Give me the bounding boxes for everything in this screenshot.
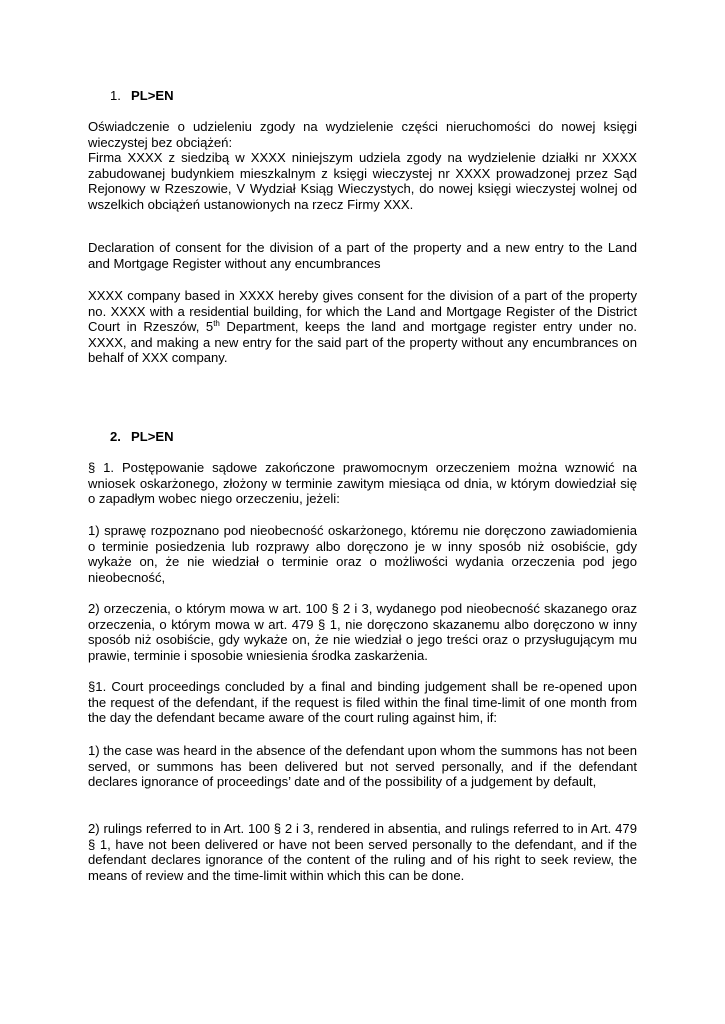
section-1-number: 1. (110, 88, 121, 103)
section-1-english-body-block (88, 288, 637, 366)
section-2-english-paragraph-1: §1. Court proceedings concluded by a final and binding judgement shall be re-opened upon the request of the defendant, if the request is filed within the final time-limit of one month from the day the defendant became aware of the court ruling against him, if: (88, 679, 637, 726)
section-2-polish-paragraph-3-block (88, 601, 637, 663)
section-2-english-paragraph-2: 1) the case was heard in the absence of the defendant upon whom the summons has not been served, or summons has been delivered but not served personally, and if the defendant declares ignorance of proceedings’ date and of the possibility of a judgement by default, (88, 743, 637, 790)
section-1-english-body-superscript: th (213, 319, 220, 329)
section-1-heading (110, 88, 174, 104)
section-2-title: PL>EN (131, 429, 174, 444)
section-1-english-title: Declaration of consent for the division of a part of the property and a new entry to the Land and Mortgage Register without any encumbrances (88, 240, 637, 271)
section-2-english-paragraph-2-block (88, 743, 637, 790)
section-2-english-paragraph-1-block (88, 679, 637, 726)
section-1-english-body-part-1: XXXX company based in XXXX hereby gives consent for the division of a part of the property no. XXXX with a residential building, for which the Land and Mortgage Register of the District Court in Rzeszów, 5 (88, 288, 637, 335)
section-1-english-title-block (88, 240, 637, 271)
section-2-english-paragraph-3-block (88, 821, 637, 883)
section-2-polish-paragraph-2: 1) sprawę rozpoznano pod nieobecność oskarżonego, któremu nie doręczono zawiadomienia o terminie posiedzenia lub rozprawy albo doręczono je w inny sposób niż osobiście, gdy wykaże on, że nie wiedział o terminie oraz o możliwości wydania orzeczenia pod jego nieobecność, (88, 523, 637, 585)
section-2-heading (110, 429, 174, 445)
section-1-title: PL>EN (131, 88, 174, 103)
section-2-polish-paragraph-3: 2) orzeczenia, o którym mowa w art. 100 § 2 i 3, wydanego pod nieobecność skazanego oraz orzeczenia, o którym mowa w art. 479 § 1, nie doręczono skazanemu albo doręczono w inny sposób niż osobiście, gdy wykaże on, że nie wiedział o jego treści oraz o przysługującym mu prawie, terminie i sposobie wniesienia środka zaskarżenia. (88, 601, 637, 663)
section-1-english-body-part-2: Department, keeps the land and mortgage register entry under no. XXXX, and making a new entry for the said part of the property without any encumbrances on behalf of XXX company. (88, 319, 638, 366)
section-2-english-paragraph-3: 2) rulings referred to in Art. 100 § 2 i 3, rendered in absentia, and rulings referred to in Art. 479 § 1, have not been delivered or have not been served personally to the defendant, and if the defendant declares ignorance of the content of the ruling and of his right to seek review, the means of review and the time-limit within which this can be done. (88, 821, 637, 883)
section-1-polish-block (88, 119, 637, 213)
section-2-polish-paragraph-2-block (88, 523, 637, 585)
section-1-english-body (88, 288, 637, 366)
section-2-polish-paragraph-1: § 1. Postępowanie sądowe zakończone prawomocnym orzeczeniem można wznowić na wniosek oskarżonego, złożony w terminie zawitym miesiąca od dnia, w którym dowiedział się o zapadłym wobec niego orzeczeniu, jeżeli: (88, 460, 637, 507)
section-1-polish-body: Firma XXXX z siedzibą w XXXX niniejszym udziela zgody na wydzielenie działki nr XXXX zabudowanej budynkiem mieszkalnym z księgi wieczystej nr XXXX prowadzonej przez Sąd Rejonowy w Rzeszowie, V Wydział Ksiąg Wieczystych, do nowej księgi wieczystej wolnej od wszelkich obciążeń ustanowionych na rzecz Firmy XXX. (88, 150, 637, 212)
section-1-polish-title: Oświadczenie o udzieleniu zgody na wydzielenie części nieruchomości do nowej księgi wieczystej bez obciążeń: (88, 119, 637, 150)
section-2-polish-paragraph-1-block (88, 460, 637, 507)
section-2-number: 2. (110, 429, 121, 444)
